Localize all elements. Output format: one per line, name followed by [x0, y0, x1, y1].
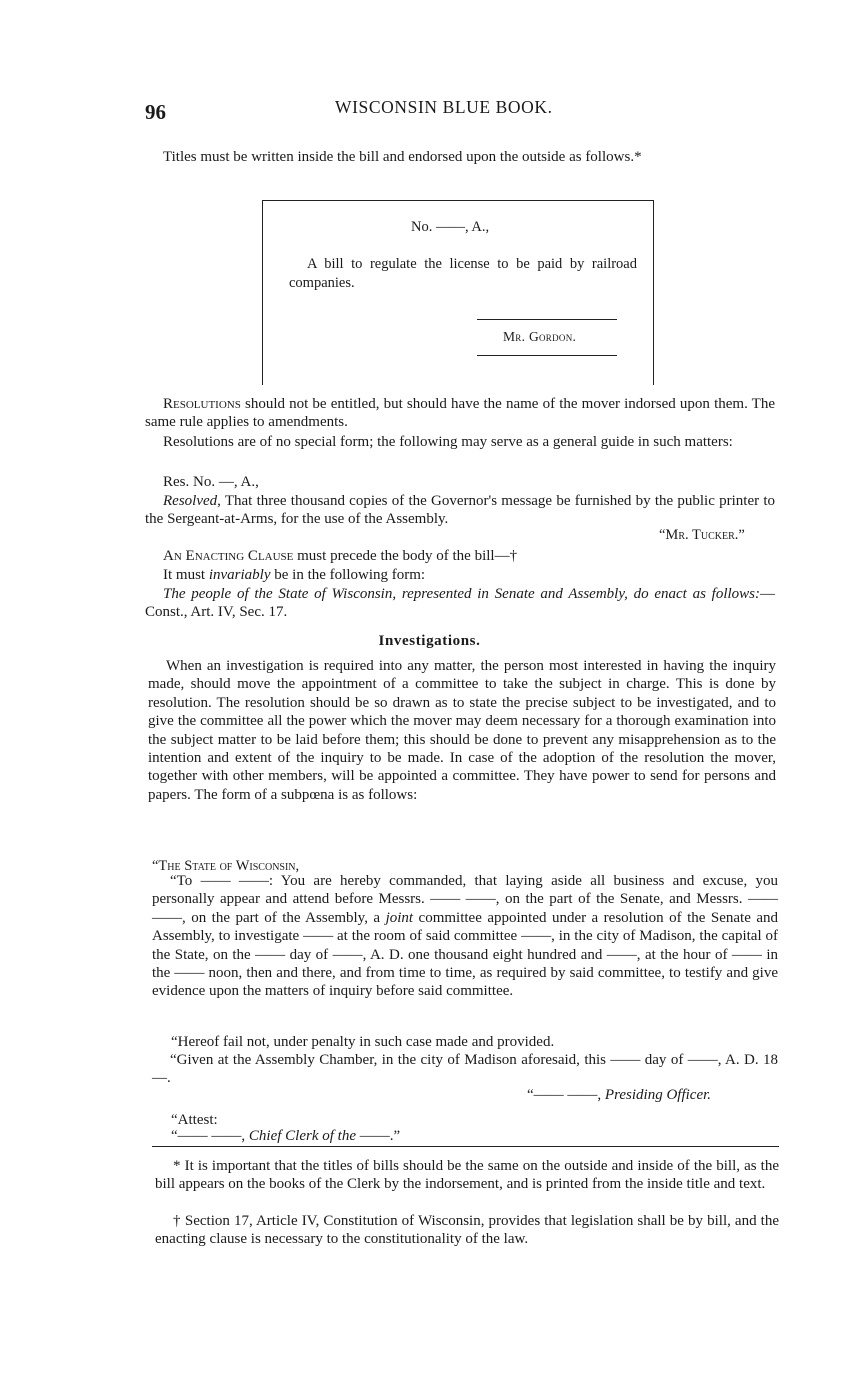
subpoena-body-part2: committee appointed under a resolution of the Senate and Assembly, to investigate —— at the room of said committee ——, in the city of Madison, the capital of the State, on the —— day of ——, A. D. one thousand eight hundred and ——, at the hour of —— in the —— noon, then and there, and from time to time, as required by said committee, to testify and give evidence upon the matters of inquiry before said committee. [152, 909, 778, 1000]
footnote-dagger: † Section 17, Article IV, Constitution of Wisconsin, provides that legislation shall be by bill, and the enacting clause is necessary to the constitutionality of the law. [155, 1213, 779, 1248]
presiding-officer-signature [527, 1087, 711, 1104]
bill-title-text: A bill to regulate the license to be paid by railroad companies. [289, 256, 637, 291]
subpoena-joint-word: joint [385, 909, 414, 926]
invariably-line [163, 566, 425, 584]
subpoena-given-line: “Given at the Assembly Chamber, in the city of Madison aforesaid, this —— day of ——, A. D. 18—. [152, 1052, 778, 1087]
resolutions-heading: Resolutions [163, 396, 241, 412]
resolution-example-number: Res. No. —, A., [163, 474, 259, 490]
subpoena-body-part1: “To —— ——: You are hereby commanded, that laying aside all business and excuse, you personally appear and attend before Messrs. —— ——, on the part of the Senate, and Messrs. —— ——, on the part of the Assembly, a [152, 873, 778, 926]
resolutions-form-paragraph: Resolutions are of no special form; the following may serve as a general guide in such matters: [163, 434, 733, 450]
subpoena-hereof-line: “Hereof fail not, under penalty in such case made and provided. [171, 1034, 555, 1050]
chief-clerk-blank: “—— ——, [171, 1128, 246, 1144]
invariably-post: be in the following form: [274, 567, 426, 583]
invariably-pre: It must [163, 567, 206, 583]
enacting-clause-line [163, 547, 517, 565]
mover-rule-bottom [477, 355, 617, 356]
enacting-clause-text: must precede the body of the bill—† [297, 548, 518, 564]
resolutions-text: should not be entitled, but should have the name of the mover indorsed upon them. The same rule applies to amendments. [145, 396, 776, 431]
bill-number-line: No. ——, A., [411, 219, 490, 235]
subpoena-body [152, 872, 778, 1001]
enacting-clause-heading: An Enacting Clause [163, 548, 294, 564]
invariably-word: invariably [208, 567, 271, 583]
footnote-divider [152, 1146, 779, 1147]
presiding-officer-title: Presiding Officer. [604, 1087, 712, 1103]
chief-clerk-signature [171, 1128, 400, 1145]
investigations-heading: Investigations. [378, 633, 481, 649]
resolution-signature: “Mr. Tucker.” [659, 527, 745, 543]
footnote-star: * It is important that the titles of bills should be the same on the outside and inside of the bill, as the bill appears on the books of the Clerk by the indorsement, and is printed from the inside title and text. [155, 1158, 779, 1193]
enacting-form-citation: —Const., Art. IV, Sec. 17. [145, 586, 775, 621]
mover-rule-top [477, 319, 617, 320]
enacting-form-text: The people of the State of Wisconsin, represented in Senate and Assembly, do enact as follows: [163, 586, 760, 602]
investigations-paragraph: When an investigation is required into any matter, the person most interested in having the inquiry made, should move the appointment of a committee to take the subject in charge. This is done by resolution. The resolution should be so drawn as to state the precise subject to be investigated, and to give the committee all the power which the mover may deem necessary for a thorough examination into the subject matter to be laid before them; this should be done to prevent any misapprehension as to the intention and extent of the inquiry to be made. In case of the adoption of the resolution the mover, together with other members, will be appointed a committee. They have power to send for persons and papers. The form of a subpœna is as follows: [148, 658, 776, 803]
bill-mover: Mr. Gordon. [503, 329, 577, 344]
attest-label: “Attest: [171, 1112, 218, 1128]
chief-clerk-end: ——.” [359, 1128, 401, 1144]
bill-endorsement-box [262, 200, 654, 385]
enacting-form [145, 585, 775, 622]
resolved-word: Resolved, [163, 493, 221, 509]
presiding-signature-blank: “—— ——, [527, 1087, 602, 1103]
resolutions-paragraph [145, 395, 775, 432]
subpoena-state-line: “The State of Wisconsin, [152, 858, 300, 874]
page-number: 96 [145, 100, 166, 124]
resolution-body: That three thousand copies of the Governor's message be furnished by the public printer to the Sergeant-at-Arms, for the use of the Assembly. [145, 493, 775, 528]
running-head: WISCONSIN BLUE BOOK. [335, 97, 553, 117]
resolution-example-text [145, 492, 775, 529]
titles-note: Titles must be written inside the bill and endorsed upon the outside as follows.* [163, 149, 642, 165]
chief-clerk-title: Chief Clerk of the [248, 1128, 356, 1144]
